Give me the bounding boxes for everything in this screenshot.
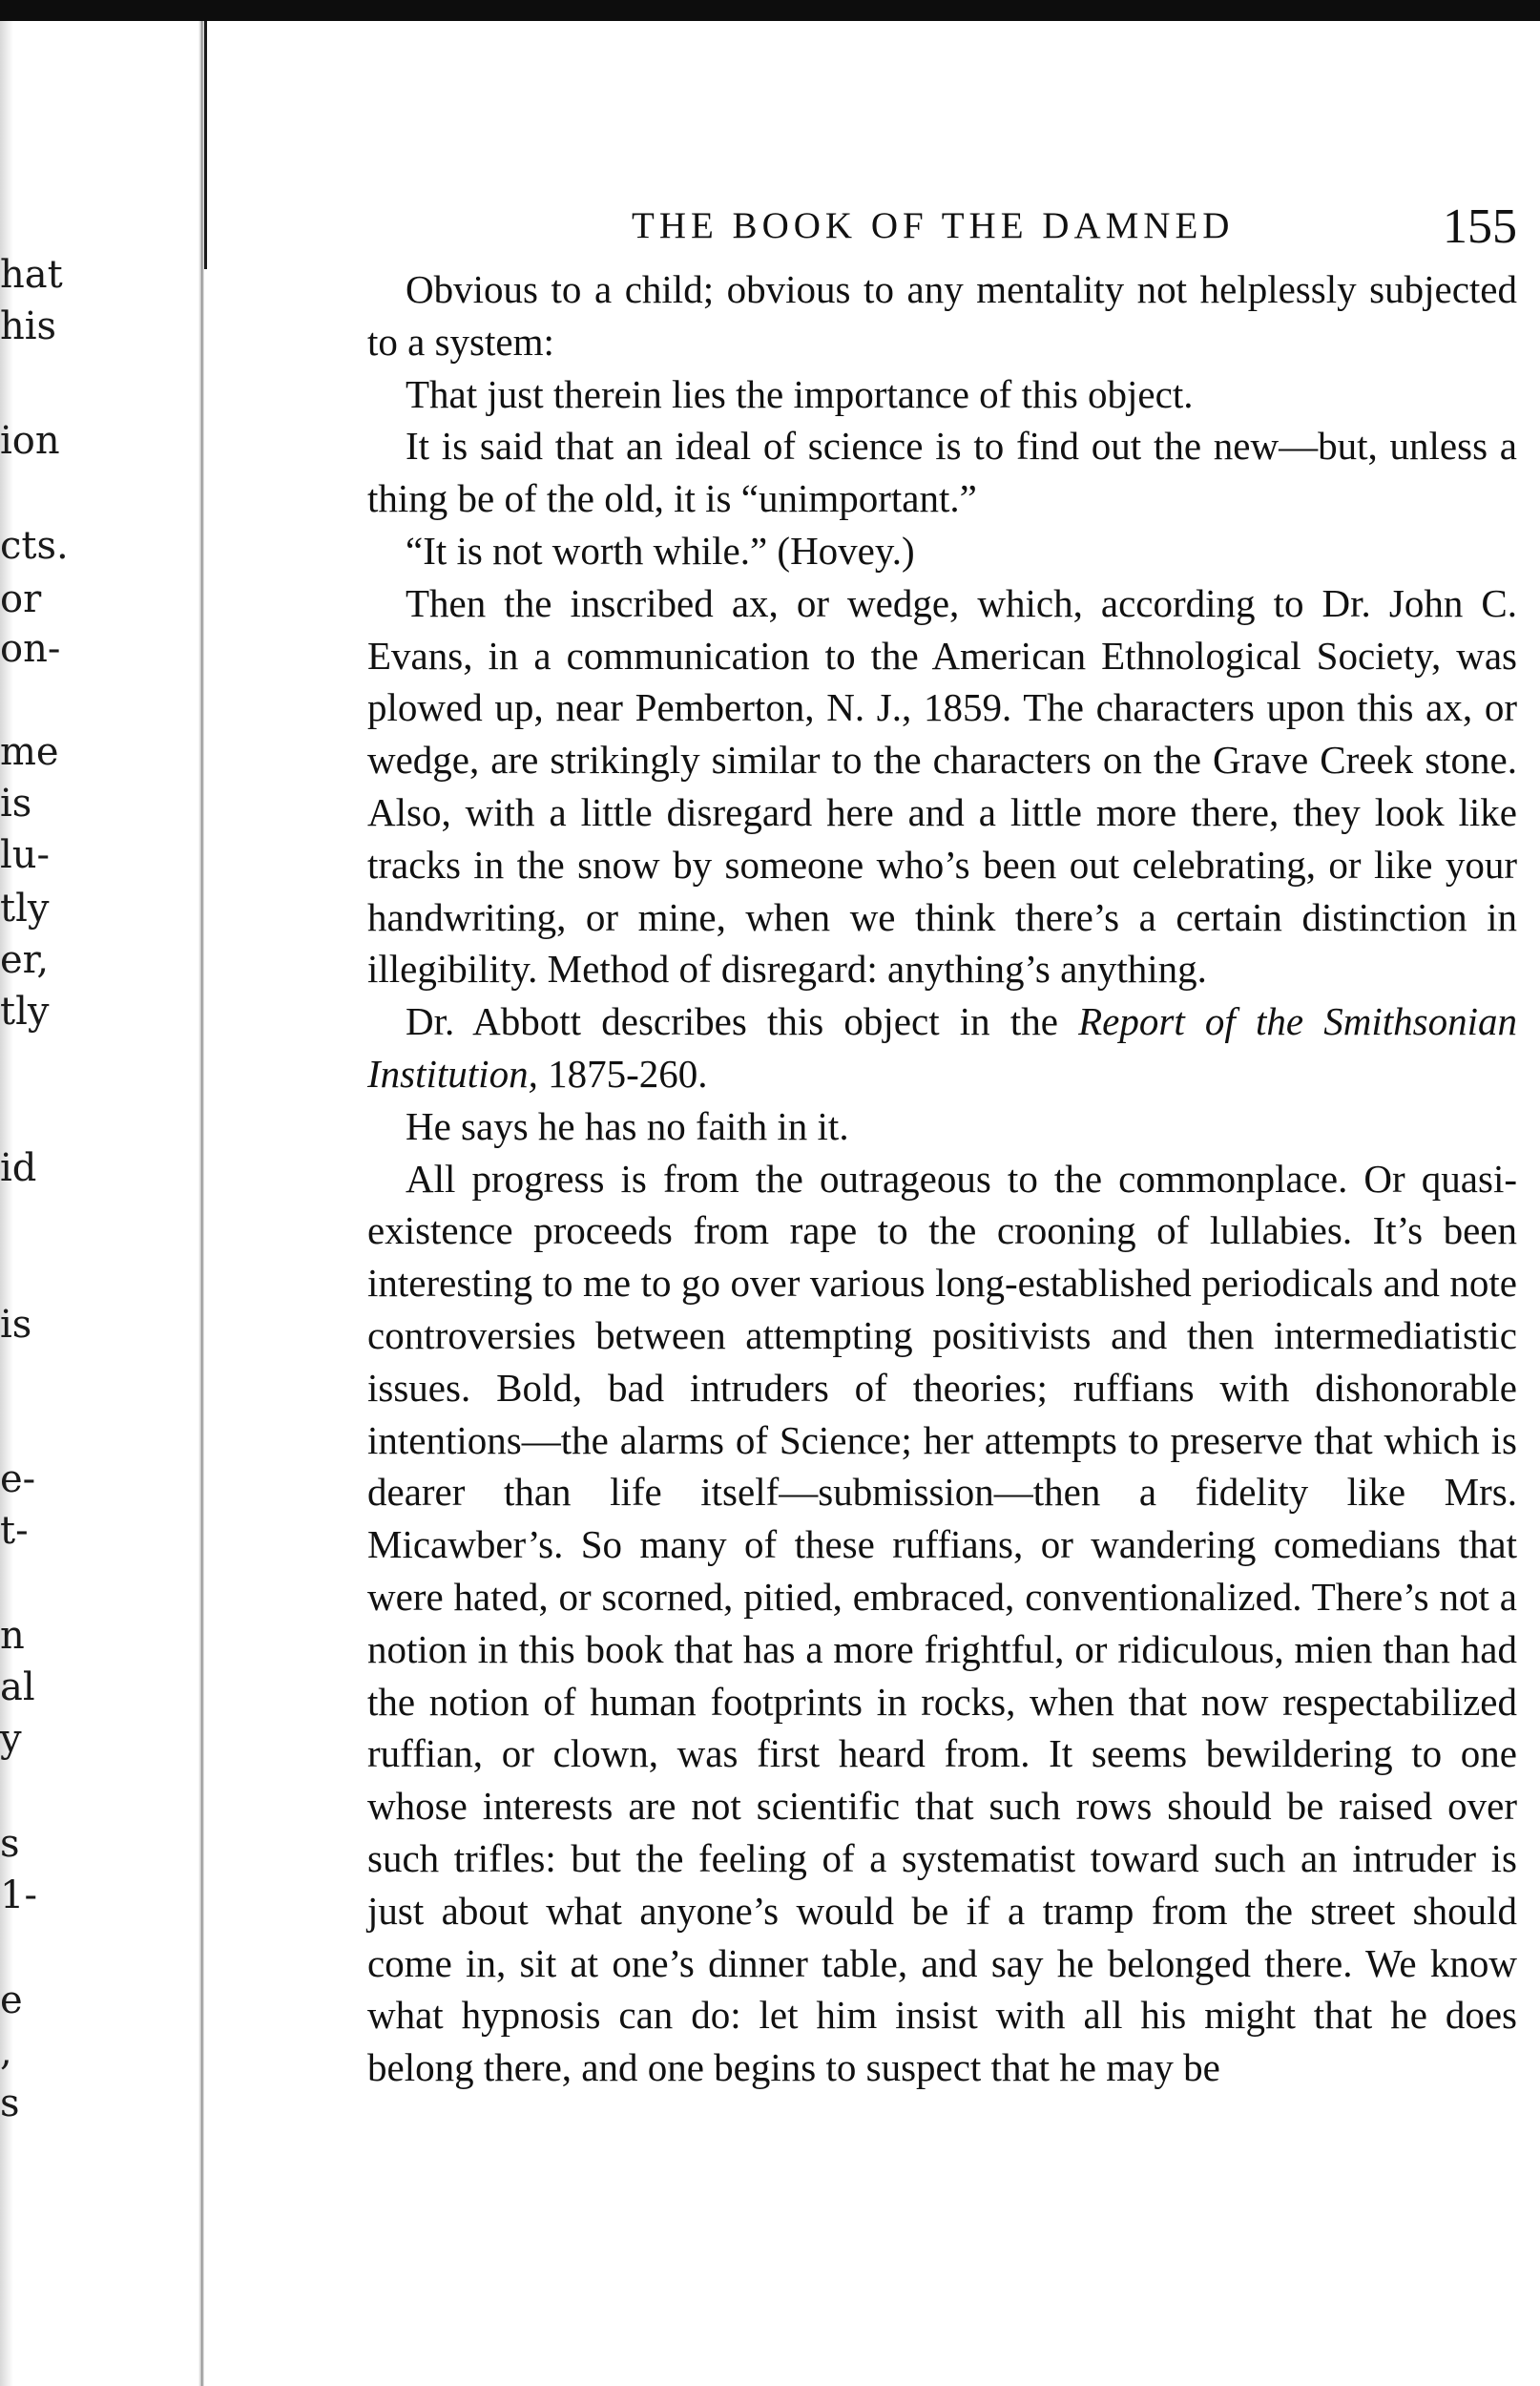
text-run: Dr. Abbott describes this object in the	[406, 999, 1079, 1044]
facing-fragment: lu-	[0, 833, 51, 877]
paragraph	[367, 995, 1517, 1100]
text-run: Obvious to a child; obvious to any mentality not helplessly subjected to a system:	[367, 267, 1517, 364]
running-head	[363, 199, 1517, 256]
book-gutter-fold	[198, 21, 204, 2386]
paragraph	[367, 577, 1517, 995]
text-run: He says he has no faith in it.	[406, 1103, 849, 1148]
facing-fragment: tly	[0, 990, 50, 1034]
facing-fragment: me	[0, 730, 59, 774]
text-run: That just therein lies the importance of this object.	[406, 371, 1194, 416]
paragraph	[367, 525, 1517, 577]
text-run: “It is not worth while.” (Hovey.)	[406, 528, 915, 573]
text-run: Then the inscribed ax, or wedge, which, according to Dr. John C. Evans, in a communication to the American Ethnological Society, was plowed up, near Pemberton, N. J., 1859. The characters upon this ax, or wedge, are strikingly similar to the characters on the Grave Creek stone. Also, with a little disregard here and a little more there, they look like tracks in the snow by someone who’s been out celebrating, or like your handwriting, or mine, when we think there’s a certain distinction in illegibility. Method of disregard: anything’s anything.	[367, 580, 1517, 992]
facing-fragment: y	[0, 1717, 22, 1761]
facing-fragment: on-	[0, 627, 61, 671]
facing-fragment: 1-	[0, 1873, 37, 1917]
paragraph	[367, 368, 1517, 421]
facing-fragment: ,	[0, 2030, 12, 2074]
page-number: 155	[1443, 199, 1517, 254]
facing-fragment: er,	[0, 938, 50, 982]
facing-fragment: e-	[0, 1457, 36, 1501]
paragraph	[367, 263, 1517, 368]
facing-fragment: n	[0, 1614, 25, 1658]
facing-fragment: id	[0, 1146, 37, 1190]
facing-fragment: is	[0, 782, 32, 826]
book-gutter-fold-dark	[204, 21, 207, 269]
page-top-shadow	[0, 0, 1540, 21]
facing-fragment: s	[0, 2082, 20, 2125]
facing-fragment: al	[0, 1665, 35, 1709]
paragraph	[367, 1100, 1517, 1153]
facing-fragment: t-	[0, 1509, 29, 1553]
paragraph	[367, 1153, 1517, 2094]
body-text	[367, 263, 1517, 2094]
italic-run: Report of the Smithsonian Institution,	[367, 999, 1517, 1096]
text-run: It is said that an ideal of science is to find out the new—but, unless a thing be of the old, it is “unimportant.”	[367, 424, 1517, 521]
facing-fragment: ion	[0, 419, 60, 463]
facing-fragment: cts.	[0, 524, 69, 568]
facing-fragment: e	[0, 1978, 23, 2022]
facing-fragment: tly	[0, 887, 50, 931]
facing-fragment: is	[0, 1303, 32, 1347]
text-run: 1875-260.	[537, 1051, 708, 1096]
facing-fragment: his	[0, 304, 57, 348]
running-head-title: THE BOOK OF THE DAMNED	[632, 205, 1235, 246]
facing-fragment: or	[0, 577, 42, 621]
paragraph	[367, 420, 1517, 525]
facing-fragment: hat	[0, 253, 63, 297]
facing-fragment: s	[0, 1822, 20, 1866]
text-run: All progress is from the outrageous to the commonplace. Or quasi-existence proceeds from rape to the crooning of lullabies. It’s been interesting to me to go over various long-established periodicals and note controversies between attempting positivists and then intermediatistic issues. Bold, bad intruders of theories; ruffians with dishonorable intentions—the alarms of Science; her attempts to preserve that which is dearer than life itself—submission—then a fidelity like Mrs. Micawber’s. So many of these ruffians, or wandering comedians that were hated, or scorned, pitied, embraced, conventionalized. There’s not a notion in this book that has a more frightful, or ridiculous, mien than had the notion of human footprints in rocks, when that now respectabilized ruffian, or clown, was first heard from. It seems bewildering to one whose interests are not scientific that such rows should be raised over such trifles: but the feeling of a systematist toward such an intruder is just about what anyone’s would be if a tramp from the street should come in, sit at one’s dinner table, and say he belonged there. We know what hypnosis can do: let him insist with all his might that he does belong there, and one begins to suspect that he may be	[367, 1156, 1517, 2090]
